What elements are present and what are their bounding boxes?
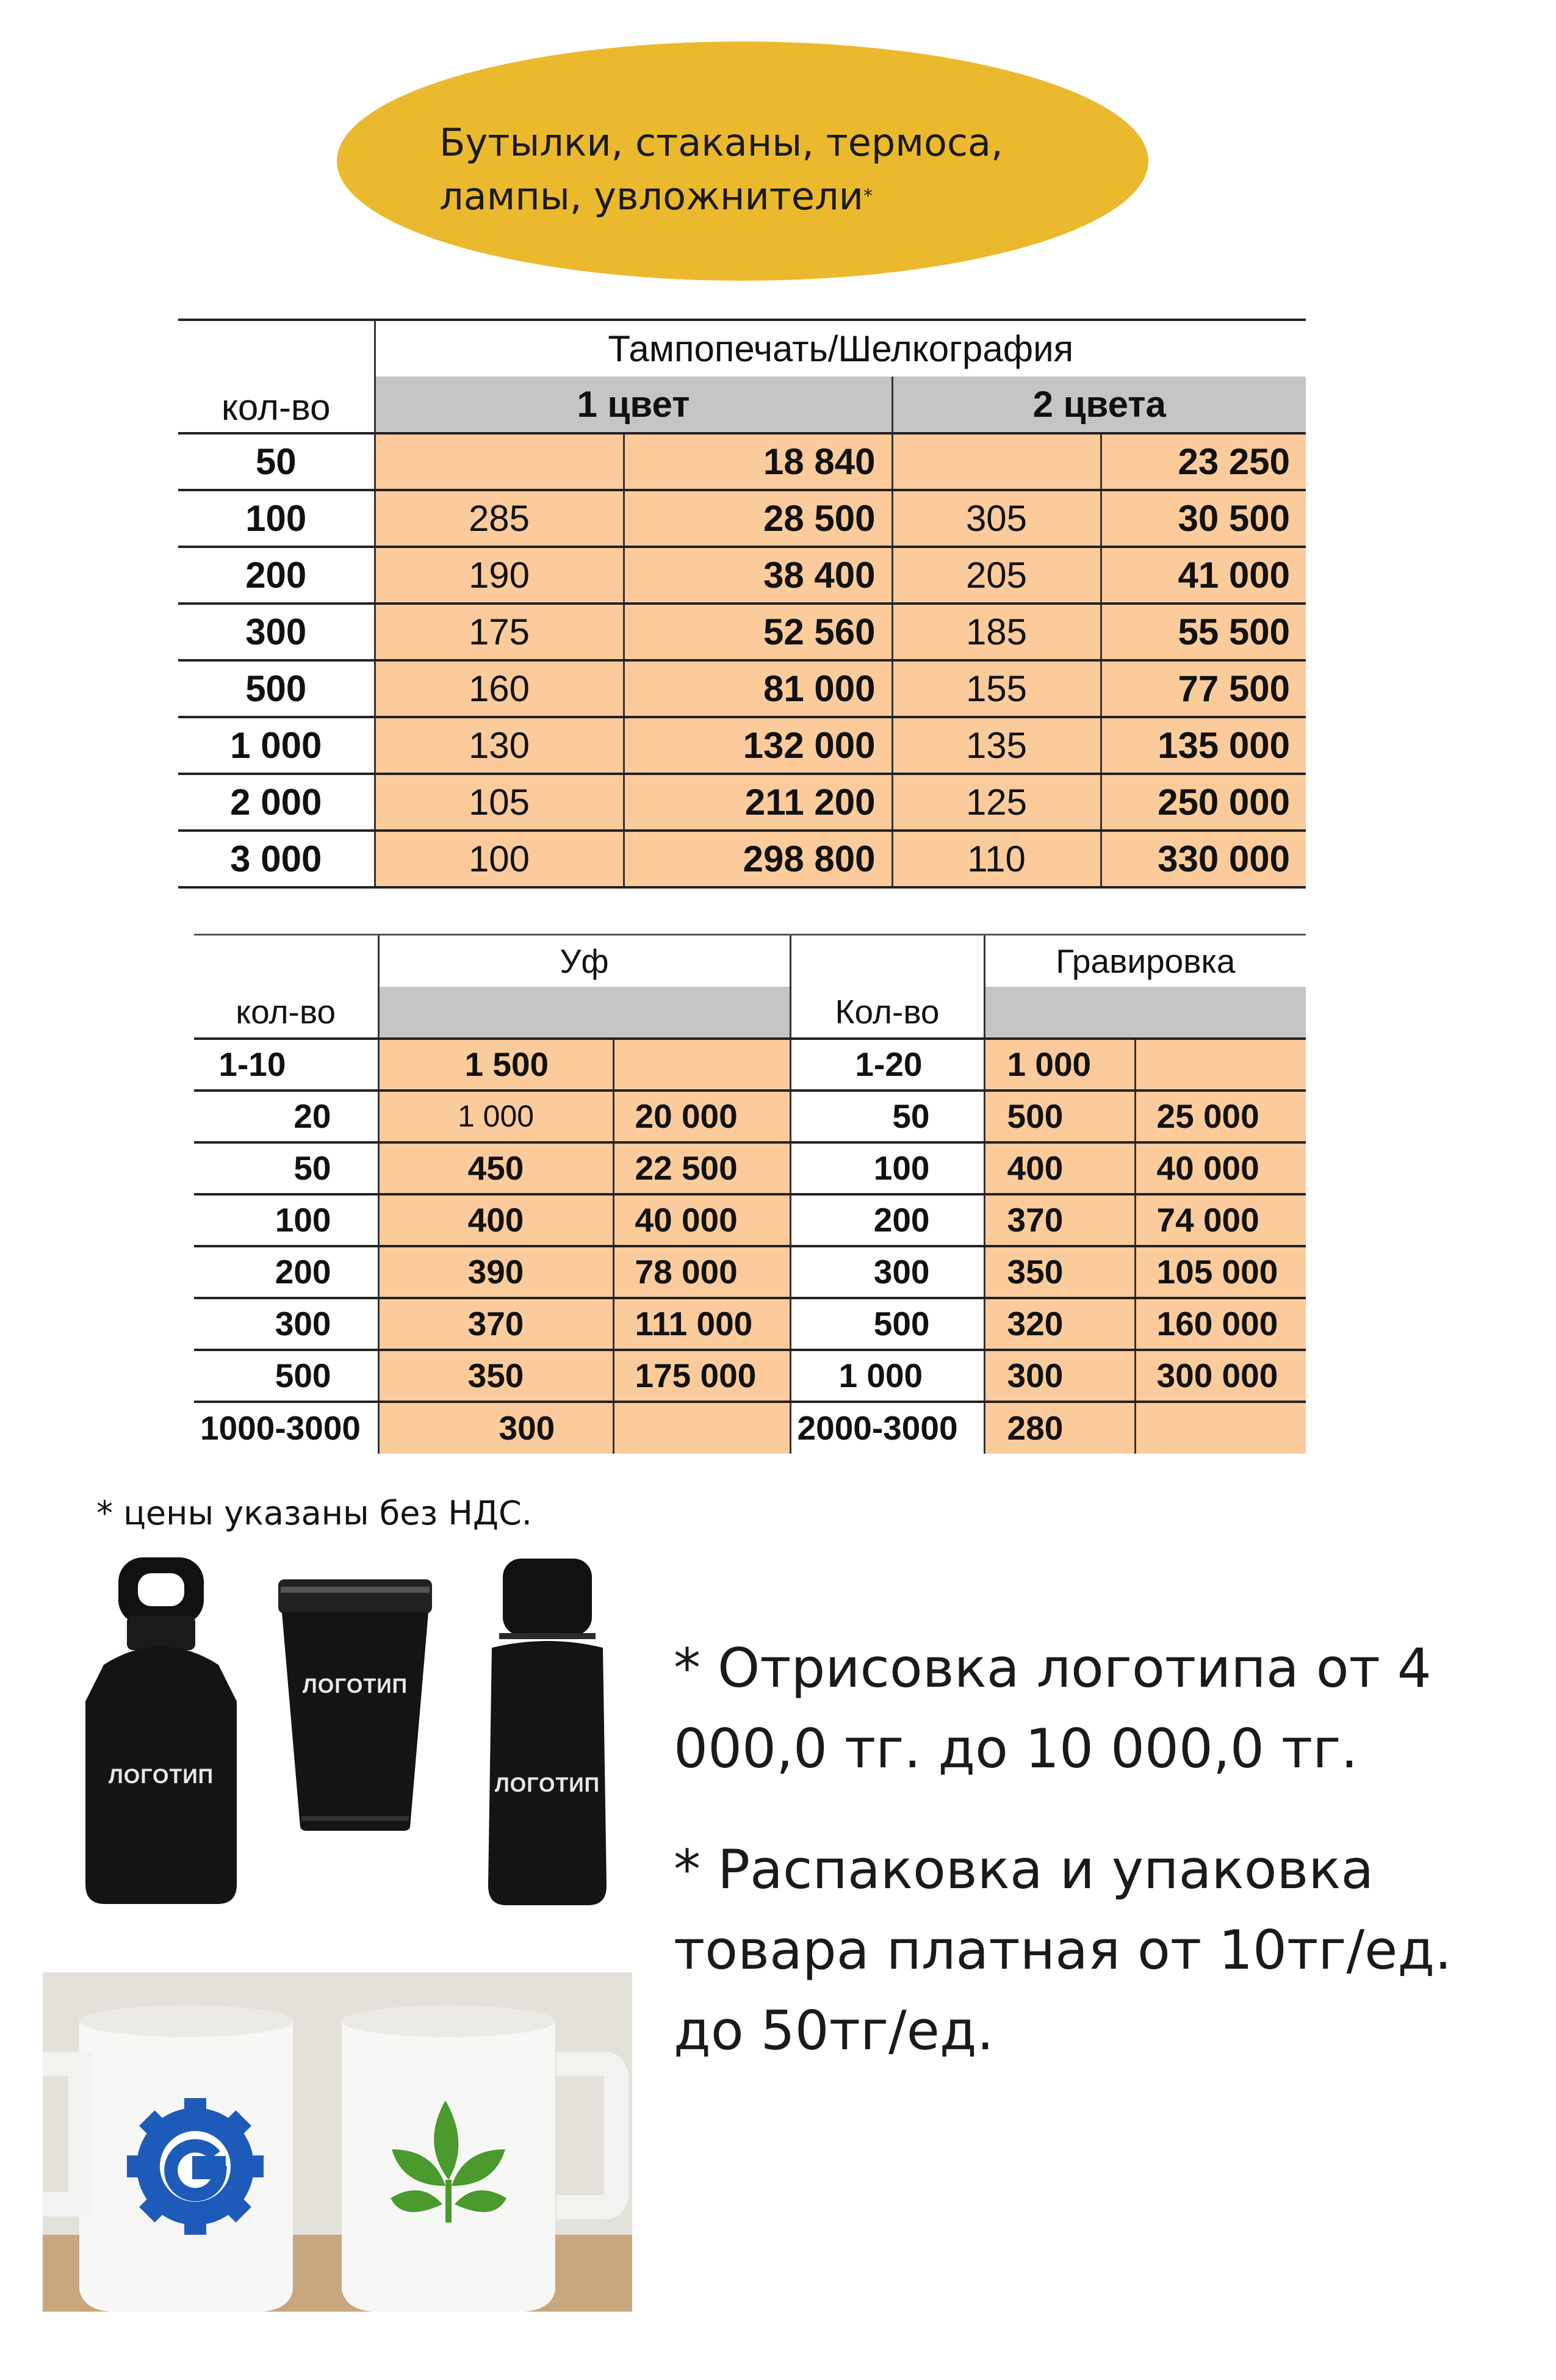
engraving-qty-cell: 200	[790, 1194, 984, 1246]
engraving-unit-price: 370	[984, 1194, 1135, 1246]
engraving-qty-cell: 1-20	[790, 1039, 984, 1091]
one-color-unit-price	[375, 433, 624, 490]
table-row	[194, 1350, 1306, 1402]
thermos-logo-text: ЛОГОТИП	[494, 1773, 600, 1797]
uv-total: 175 000	[613, 1350, 790, 1402]
uv-unit-price: 1 500	[378, 1039, 613, 1091]
one-color-total: 28 500	[624, 490, 892, 547]
two-color-unit-price: 155	[892, 660, 1101, 717]
two-color-total: 135 000	[1101, 717, 1306, 774]
uv-qty-cell: 200	[194, 1246, 378, 1298]
two-color-total: 55 500	[1101, 604, 1306, 660]
two-color-total: 250 000	[1101, 774, 1306, 831]
one-color-total: 132 000	[624, 717, 892, 774]
engraving-unit-price: 1 000	[984, 1039, 1135, 1091]
table-row	[178, 831, 1306, 887]
one-color-unit-price: 175	[375, 604, 624, 660]
engraving-total: 300 000	[1135, 1350, 1306, 1402]
engraving-qty-cell: 100	[790, 1142, 984, 1194]
two-color-total: 23 250	[1101, 433, 1306, 490]
bottle-logo-text: ЛОГОТИП	[108, 1765, 214, 1788]
engraving-unit-price: 400	[984, 1142, 1135, 1194]
two-color-unit-price: 205	[892, 547, 1101, 604]
qty-cell: 300	[178, 604, 375, 660]
uv-qty-label: кол-во	[236, 993, 336, 1031]
bottle-image	[79, 1555, 243, 1905]
table-row	[194, 1142, 1306, 1194]
engraving-qty-cell: 500	[790, 1298, 984, 1350]
uv-unit-price: 370	[378, 1298, 613, 1350]
tumbler-image	[275, 1577, 436, 1832]
two-color-unit-price: 185	[892, 604, 1101, 660]
one-color-unit-price: 190	[375, 547, 624, 604]
table-row	[194, 1091, 1306, 1142]
qty-cell: 2 000	[178, 774, 375, 831]
engraving-qty-cell: 300	[790, 1246, 984, 1298]
logo-drawing-note: * Отрисовка логотипа от 4 000,0 тг. до 10 000,0 тг.	[674, 1637, 1432, 1780]
uv-qty-cell: 1-10	[194, 1039, 378, 1091]
table-row	[178, 604, 1306, 660]
engraving-unit-price: 320	[984, 1298, 1135, 1350]
qty-cell: 3 000	[178, 831, 375, 887]
qty-cell: 100	[178, 490, 375, 547]
engraving-total: 74 000	[1135, 1194, 1306, 1246]
engraving-unit-price: 500	[984, 1091, 1135, 1142]
uv-qty-cell: 100	[194, 1194, 378, 1246]
one-color-unit-price: 105	[375, 774, 624, 831]
qty-cell: 1 000	[178, 717, 375, 774]
qty-cell: 200	[178, 547, 375, 604]
uv-unit-price: 1 000	[378, 1091, 613, 1142]
engraving-unit-price: 280	[984, 1402, 1135, 1454]
method-title: Тампопечать/Шелкография	[375, 320, 1306, 377]
engraving-total	[1135, 1402, 1306, 1454]
vat-note: * цены указаны без НДС.	[96, 1494, 532, 1532]
uv-unit-price: 400	[378, 1194, 613, 1246]
one-color-total: 18 840	[624, 433, 892, 490]
uv-total	[613, 1039, 790, 1091]
qty-label: кол-во	[221, 387, 331, 428]
table-row	[178, 490, 1306, 547]
pad-printing-price-table	[178, 319, 1306, 889]
one-color-total: 38 400	[624, 547, 892, 604]
two-color-total: 330 000	[1101, 831, 1306, 887]
table-row	[194, 1402, 1306, 1454]
two-color-unit-price	[892, 433, 1101, 490]
uv-total: 40 000	[613, 1194, 790, 1246]
table-row	[178, 660, 1306, 717]
uv-total: 111 000	[613, 1298, 790, 1350]
uv-unit-price: 450	[378, 1142, 613, 1194]
engraving-total: 40 000	[1135, 1142, 1306, 1194]
uv-total: 78 000	[613, 1246, 790, 1298]
uv-qty-cell: 1000-3000	[194, 1402, 378, 1454]
table-row	[194, 1246, 1306, 1298]
qty-cell: 50	[178, 433, 375, 490]
uv-qty-cell: 300	[194, 1298, 378, 1350]
uv-title: Уф	[378, 935, 790, 987]
one-color-unit-price: 285	[375, 490, 624, 547]
two-color-unit-price: 135	[892, 717, 1101, 774]
one-color-total: 298 800	[624, 831, 892, 887]
engraving-unit-price: 350	[984, 1246, 1135, 1298]
table-row	[194, 1039, 1306, 1091]
two-color-unit-price: 110	[892, 831, 1101, 887]
two-color-total: 30 500	[1101, 490, 1306, 547]
header-title: Бутылки, стаканы, термоса, лампы, увложнители*	[439, 120, 1003, 218]
two-color-header: 2 цвета	[892, 377, 1306, 433]
table-row	[178, 774, 1306, 831]
one-color-total: 211 200	[624, 774, 892, 831]
table-row	[194, 1194, 1306, 1246]
qty-cell: 500	[178, 660, 375, 717]
uv-unit-price: 390	[378, 1246, 613, 1298]
uv-total: 22 500	[613, 1142, 790, 1194]
tumbler-logo-text: ЛОГОТИП	[302, 1675, 408, 1698]
engraving-title: Гравировка	[984, 935, 1306, 987]
two-color-total: 41 000	[1101, 547, 1306, 604]
uv-total	[613, 1402, 790, 1454]
uv-qty-cell: 500	[194, 1350, 378, 1402]
uv-qty-cell: 20	[194, 1091, 378, 1142]
engraving-qty-cell: 50	[790, 1091, 984, 1142]
table-row	[178, 717, 1306, 774]
thermos-image	[481, 1556, 614, 1906]
engraving-total: 160 000	[1135, 1298, 1306, 1350]
engraving-total: 105 000	[1135, 1246, 1306, 1298]
uv-unit-price: 350	[378, 1350, 613, 1402]
two-color-total: 77 500	[1101, 660, 1306, 717]
two-color-unit-price: 305	[892, 490, 1101, 547]
one-color-unit-price: 130	[375, 717, 624, 774]
table-row	[178, 433, 1306, 490]
one-color-total: 52 560	[624, 604, 892, 660]
table-row	[178, 547, 1306, 604]
one-color-header: 1 цвет	[375, 377, 892, 433]
packing-note: * Распаковка и упаковка товара платная от 10тг/ед. до 50тг/ед.	[674, 1838, 1452, 2062]
one-color-unit-price: 160	[375, 660, 624, 717]
uv-unit-price: 300	[378, 1402, 613, 1454]
uv-engraving-price-table	[194, 934, 1306, 1454]
engraving-unit-price: 300	[984, 1350, 1135, 1402]
uv-qty-cell: 50	[194, 1142, 378, 1194]
uv-total: 20 000	[613, 1091, 790, 1142]
mugs-image	[43, 1972, 632, 2312]
engraving-total	[1135, 1039, 1306, 1091]
engraving-qty-cell: 1 000	[790, 1350, 984, 1402]
two-color-unit-price: 125	[892, 774, 1101, 831]
engraving-total: 25 000	[1135, 1091, 1306, 1142]
engraving-qty-cell: 2000-3000	[790, 1402, 984, 1454]
one-color-total: 81 000	[624, 660, 892, 717]
one-color-unit-price: 100	[375, 831, 624, 887]
engraving-qty-label: Кол-во	[790, 987, 984, 1039]
table-row	[194, 1298, 1306, 1350]
